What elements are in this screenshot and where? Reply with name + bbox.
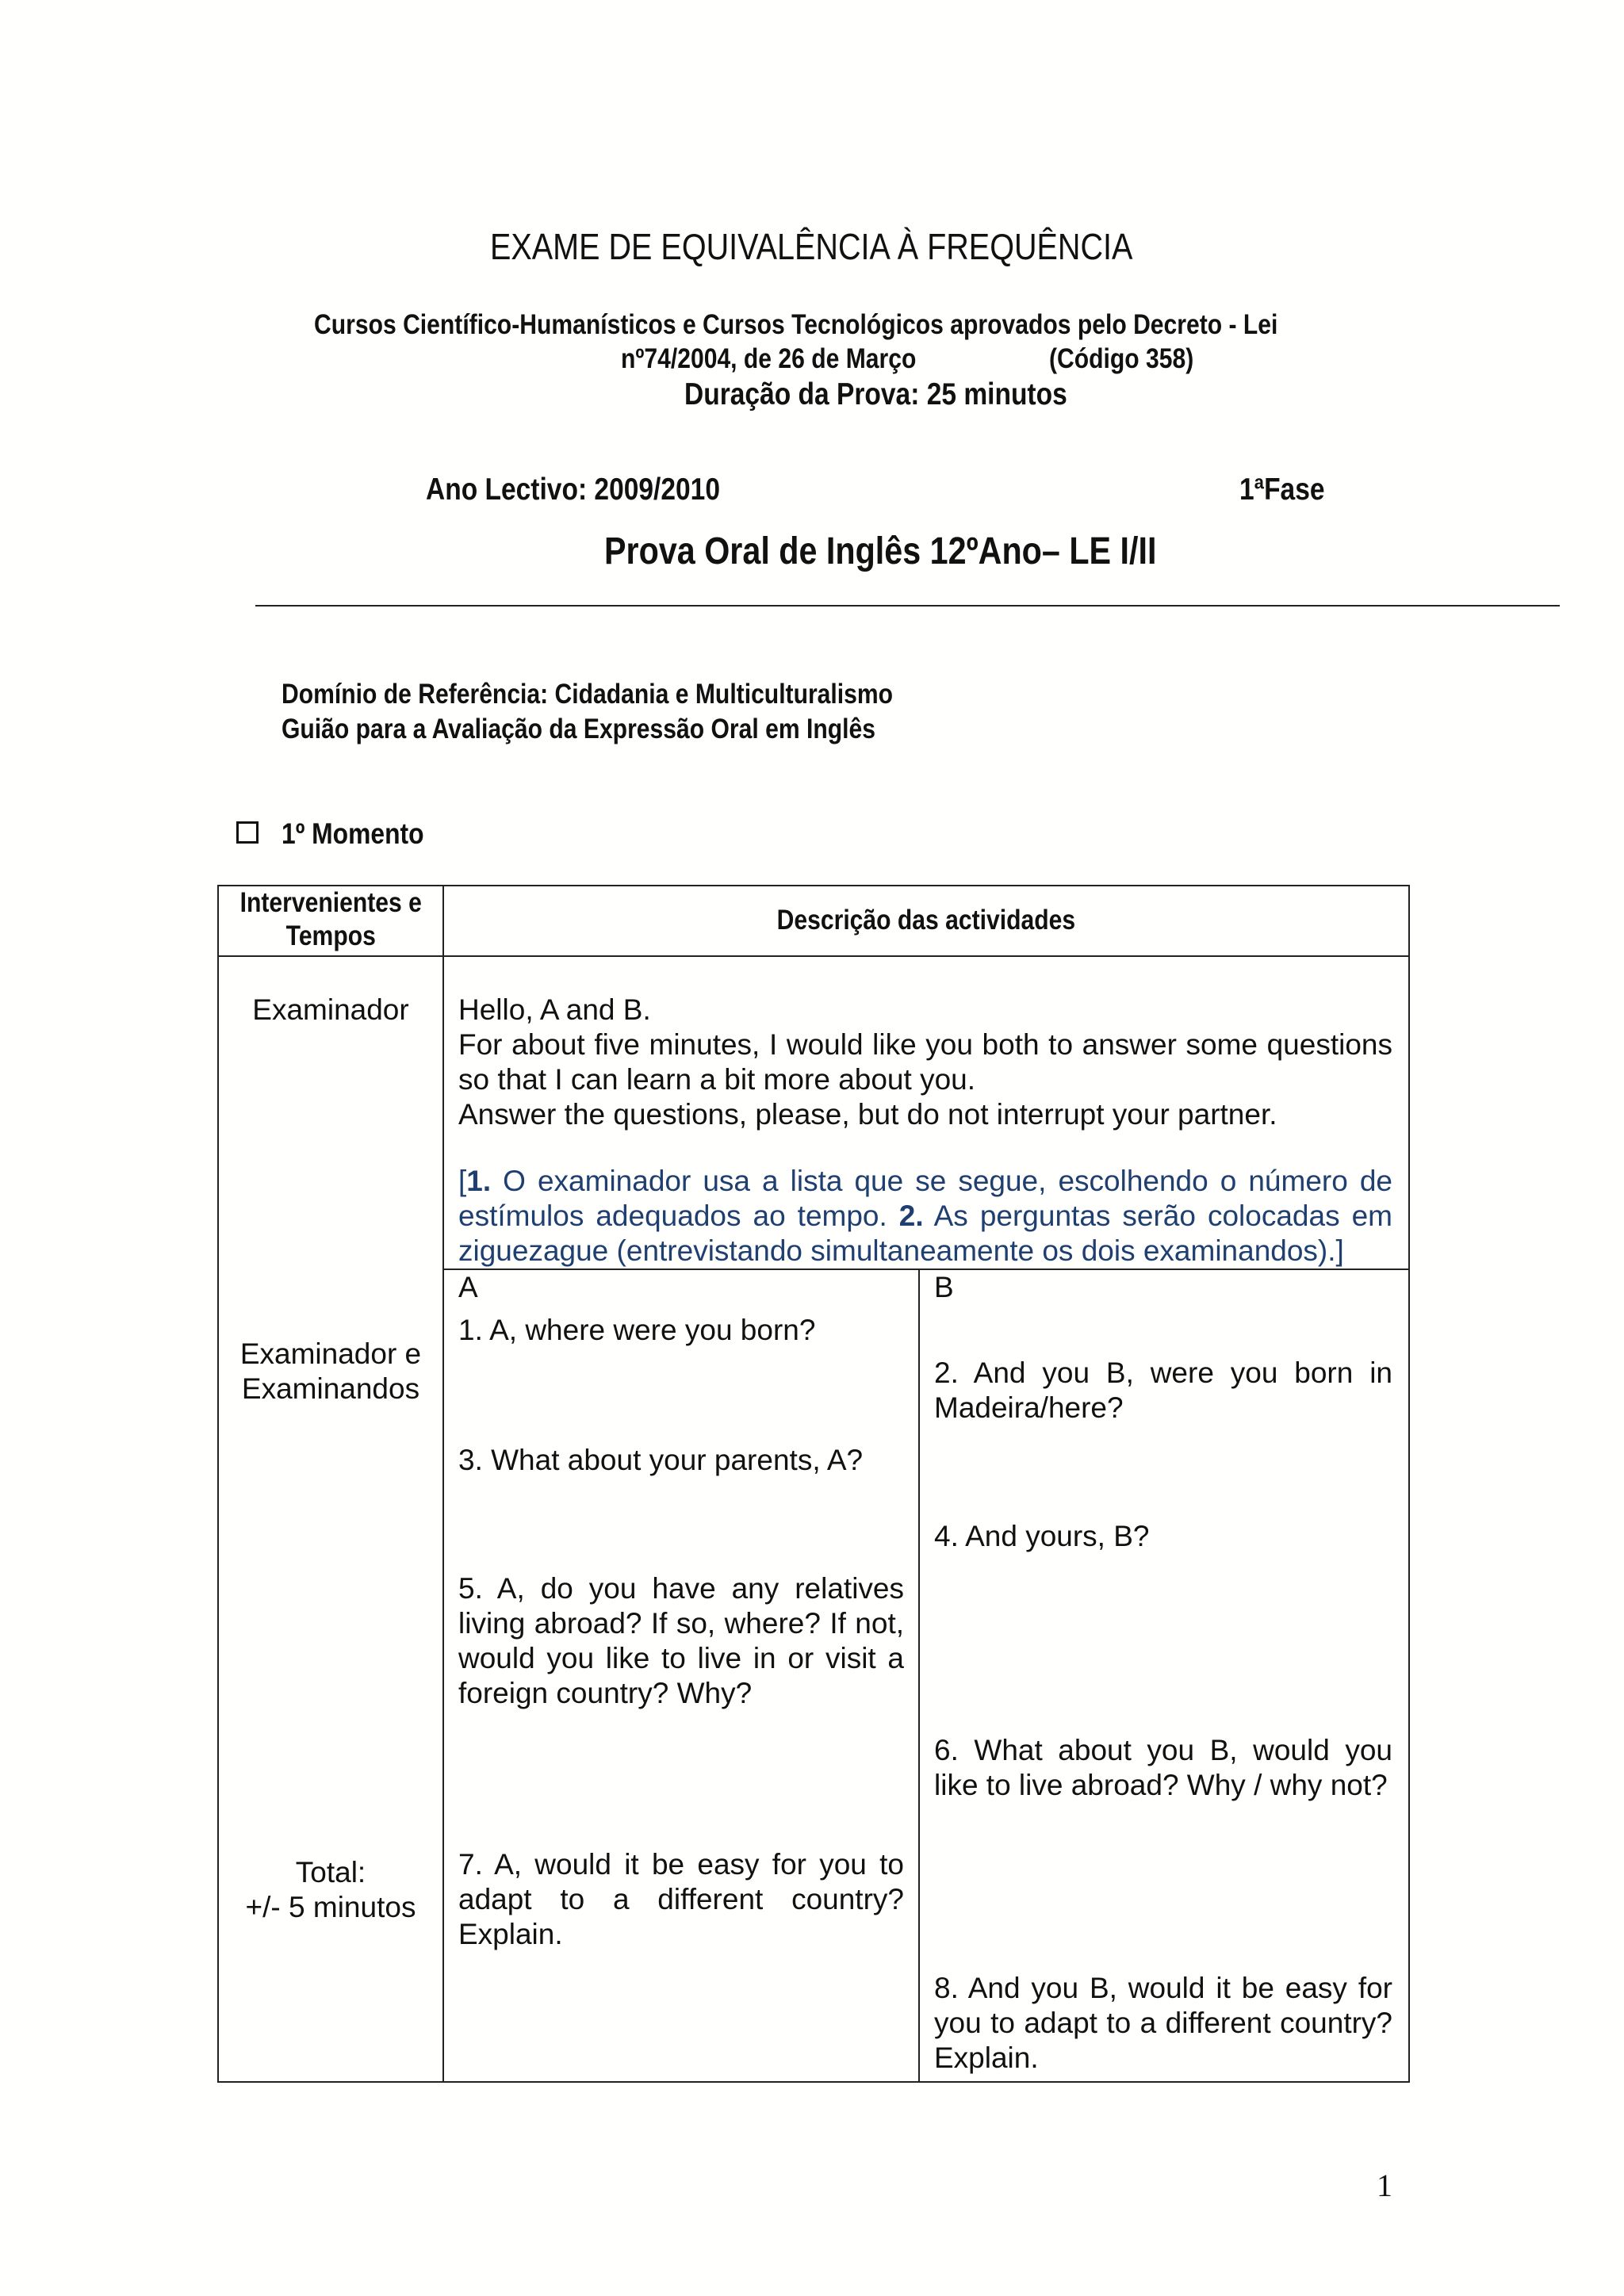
intro-instructions: For about five minutes, I would like you both to answer some questions so that I can learn a bit more about you. (458, 1028, 1392, 1096)
question-a-7: 7. A, would it be easy for you to adapt to a different country? Explain. (458, 1848, 904, 1950)
notes-number-1: 1. (466, 1165, 492, 1197)
exam-phase: 1ªFase (1239, 473, 1325, 507)
examiner-notes (458, 1164, 1392, 1269)
header-participants-line1: Intervenientes e (239, 887, 422, 918)
question-b-4: 4. And yours, B? (934, 1520, 1150, 1552)
page-number: 1 (1377, 2168, 1392, 2203)
participant-examiner-and: Examinador e (239, 1337, 422, 1370)
header-description: Descrição das actividades (776, 905, 1076, 936)
table-ab-divider (442, 1269, 1410, 1270)
exam-code: (Código 358) (1049, 343, 1194, 374)
table-ab-column-divider (918, 1269, 920, 2083)
table-border-bottom (217, 2081, 1410, 2083)
assessment-guide: Guião para a Avaliação da Expressão Oral em Inglês (282, 714, 875, 744)
participant-candidates: Examinandos (241, 1372, 420, 1405)
question-b-8: 8. And you B, would it be easy for you to adapt to a different country? Explain. (934, 1972, 1392, 2074)
notes-open-bracket: [ (458, 1165, 467, 1197)
question-b-2: 2. And you B, were you born in Madeira/here? (934, 1357, 1392, 1424)
total-label: Total: (295, 1856, 366, 1888)
intro-request: Answer the questions, please, but do not interrupt your partner. (458, 1098, 1277, 1131)
course-description-line1: Cursos Científico-Humanísticos e Cursos Tecnológicos aprovados pelo Decreto - Lei (314, 309, 1278, 340)
notes-text-1: O examinador usa a lista que se segue, escolhendo o número de estímulos adequados ao tempo. (458, 1165, 1392, 1232)
header-cell-participants (219, 886, 442, 953)
table-border-right (1408, 885, 1410, 2083)
checkbox-bullet-icon (236, 821, 259, 844)
question-b-6: 6. What about you B, would you like to live abroad? Why / why not? (934, 1734, 1392, 1801)
column-b-header: B (934, 1271, 954, 1303)
total-value: +/- 5 minutos (245, 1891, 416, 1923)
table-header-divider (217, 955, 1410, 957)
participant-examiner: Examinador (252, 993, 409, 1026)
total-time (218, 1855, 443, 1925)
academic-year: Ano Lectivo: 2009/2010 (426, 473, 720, 507)
column-a-header: A (458, 1271, 478, 1303)
notes-number-2: 2. (898, 1200, 924, 1232)
question-a-3: 3. What about your parents, A? (458, 1444, 864, 1476)
header-divider (255, 605, 1560, 607)
exam-subject: Prova Oral de Inglês 12ºAno– LE I/II (604, 530, 1157, 572)
reference-domain: Domínio de Referência: Cidadania e Multiculturalismo (282, 679, 894, 710)
participant-examiner-and-candidates (218, 1337, 443, 1406)
intro-greeting: Hello, A and B. (458, 993, 651, 1026)
question-a-5: 5. A, do you have any relatives living abroad? If so, where? If not, would you like to live in or visit a foreign country? Why? (458, 1572, 904, 1709)
examiner-intro (458, 993, 1392, 1132)
section-heading: 1º Momento (282, 817, 424, 850)
exam-duration: Duração da Prova: 25 minutos (684, 377, 1067, 411)
header-participants-line2: Tempos (285, 920, 376, 951)
notes-text-2: As perguntas serão colocadas em ziguezague (entrevistando simultaneamente os dois examinandos).] (458, 1200, 1393, 1267)
course-description-line2: nº74/2004, de 26 de Março (621, 343, 917, 374)
exam-title: EXAME DE EQUIVALÊNCIA À FREQUÊNCIA (490, 226, 1133, 267)
header-cell-description (444, 904, 1408, 937)
question-a-1: 1. A, where were you born? (458, 1314, 816, 1346)
